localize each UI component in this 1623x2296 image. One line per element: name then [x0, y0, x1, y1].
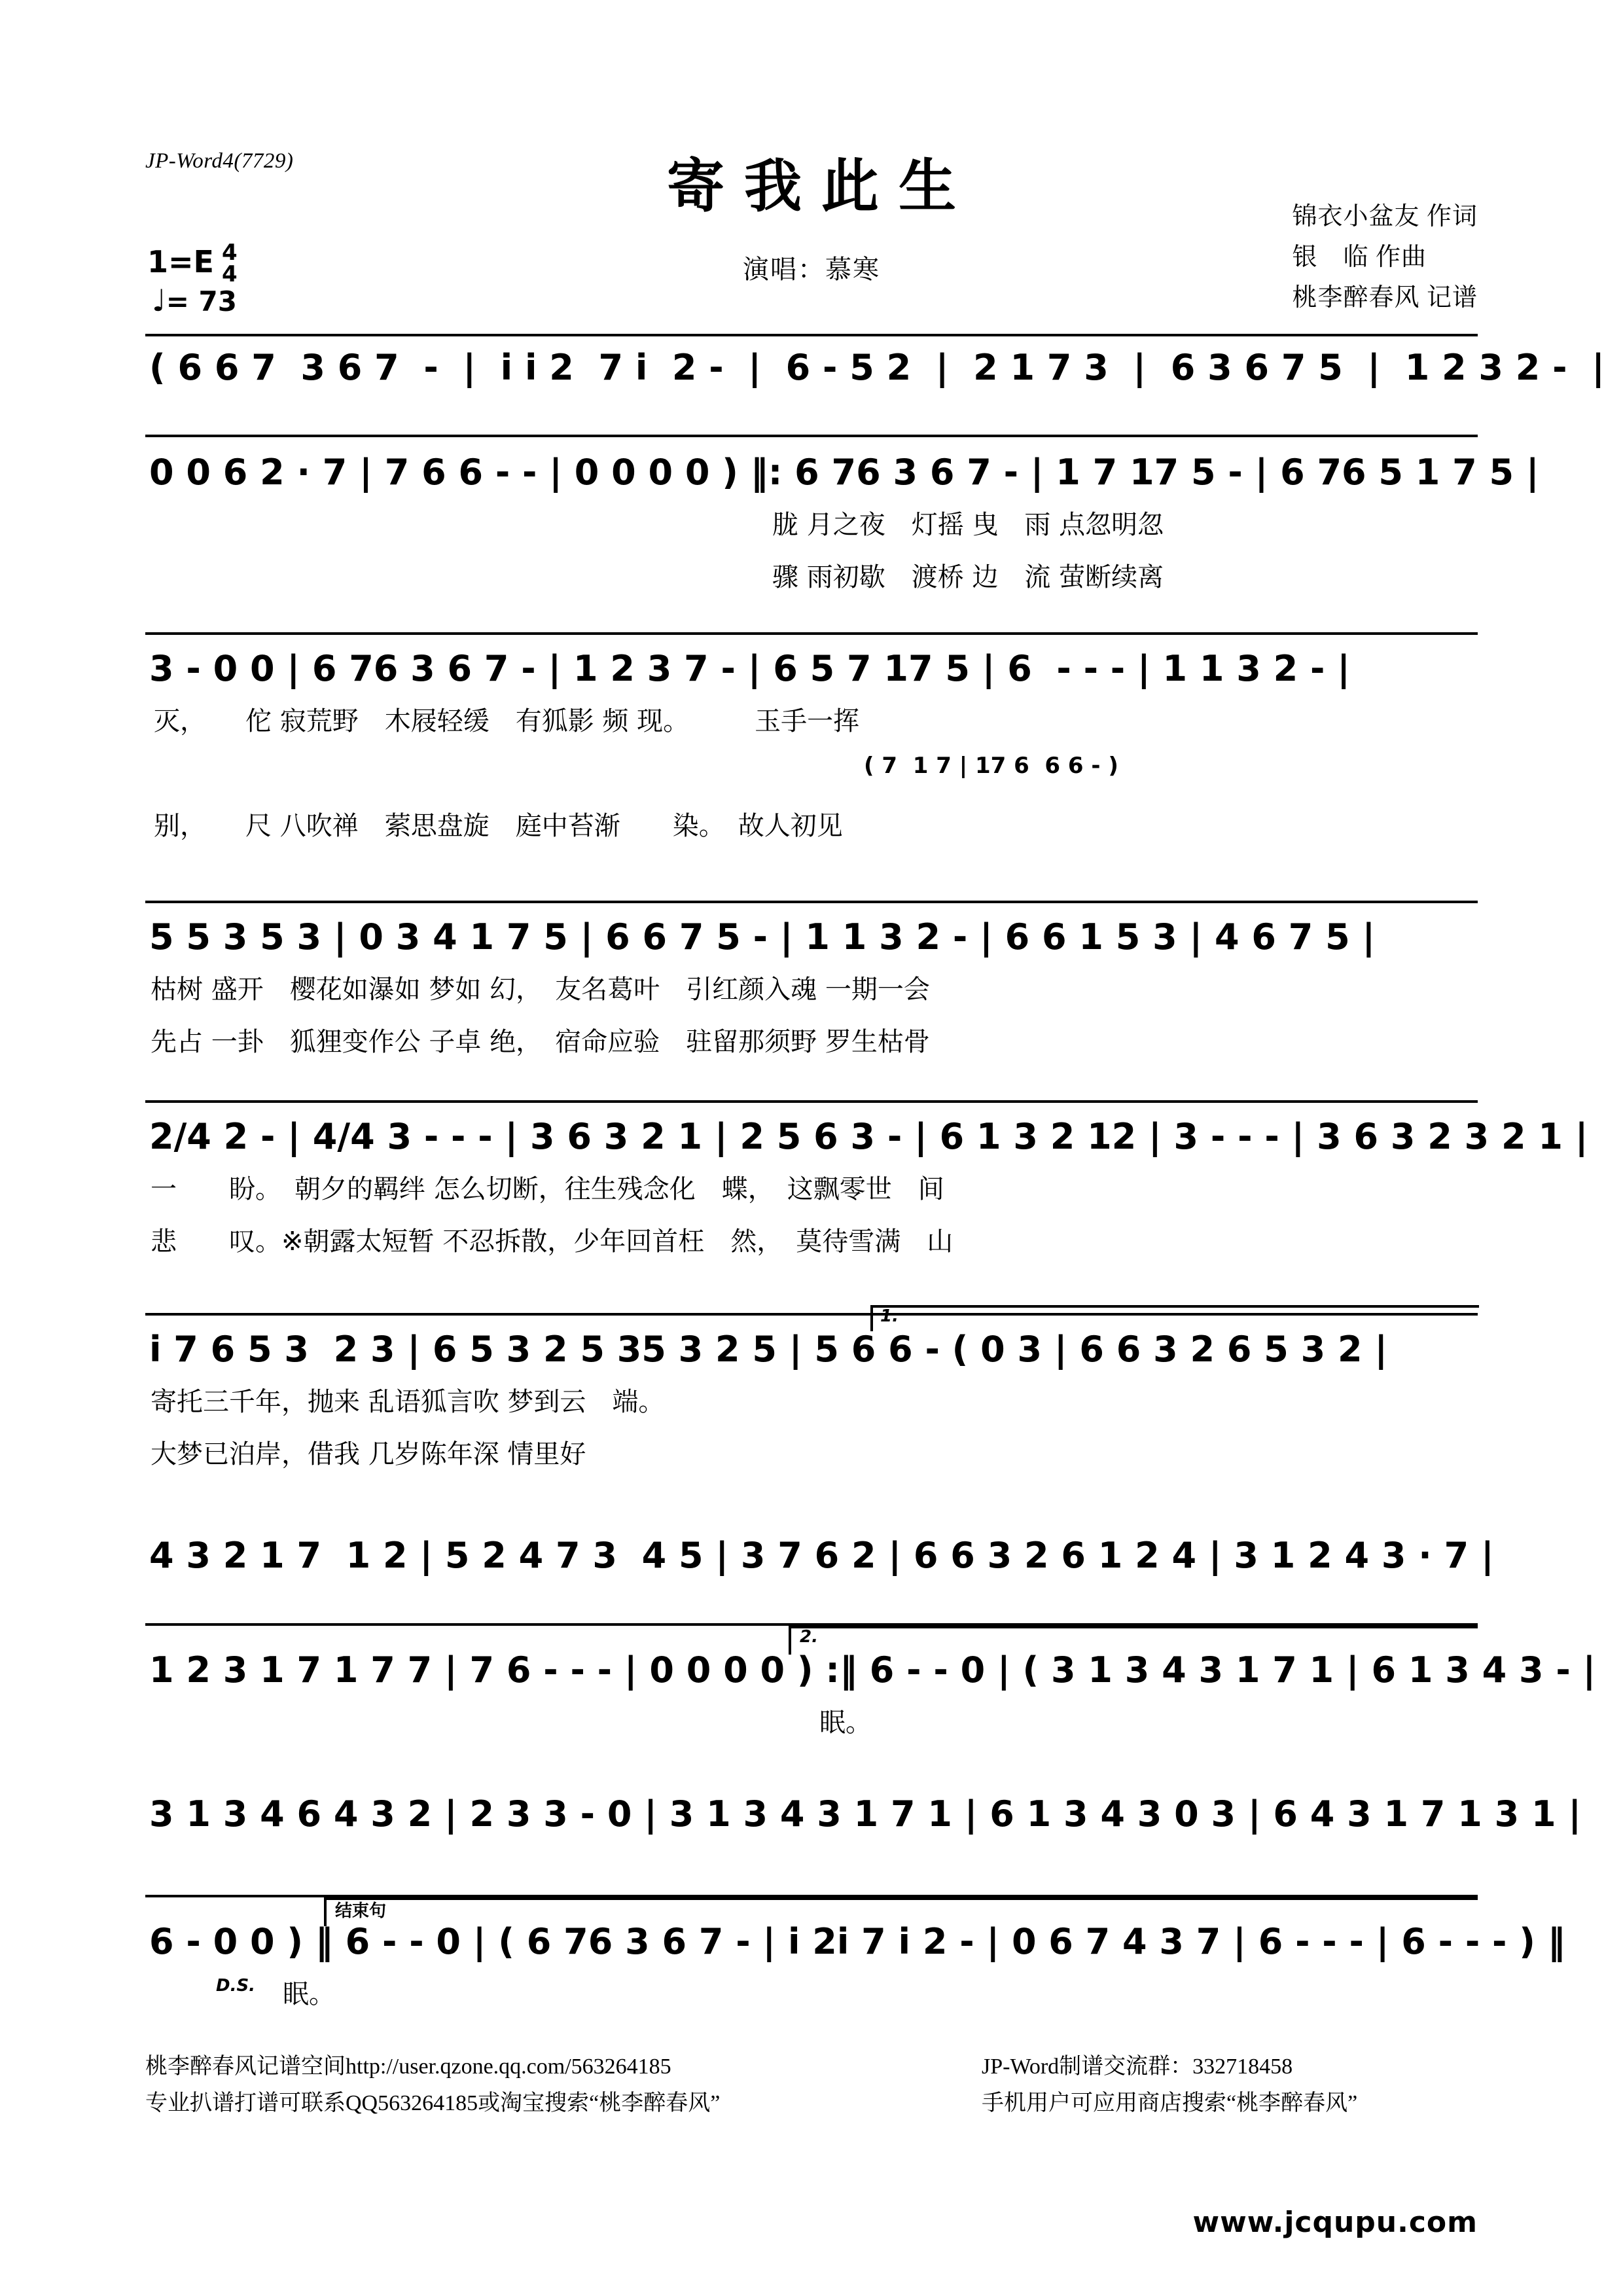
footer-left-line-1: 桃李醉春风记谱空间http://user.qzone.qq.com/563264185: [145, 2054, 671, 2079]
tempo-marking: [152, 283, 237, 318]
system-6-lyric-1: 寄托三千年，抛来 乱语狐言吹 梦到云 端。: [151, 1387, 665, 1417]
page-title: 寄我此生: [666, 152, 976, 220]
system-4-notes: 5 5 3 5 3 | 0 3 4 1 7 5 | 6 6 7 5 - | 1 1 3 2 - | 6 6 1 5 3 | 4 6 7 5 |: [149, 916, 1376, 958]
system-2-notes: 0 0 6 2 · 7 | 7 6 6 - - | 0 0 0 0 ) ‖: 6 76 3 6 7 - | 1 7 17 5 - | 6 76 5 1 7 5 |: [149, 452, 1539, 493]
system-10-notes: 6 - 0 0 ) ‖ 6 - - 0 | ( 6 76 3 6 7 - | i 2i 7 i 2 - | 0 6 7 4 3 7 | 6 - - - | 6 - - - ) ‖: [149, 1921, 1565, 1962]
system-2-lyric-2: 骤 雨初歇 渡桥 边 流 萤断续离: [772, 562, 1164, 592]
system-7-notes: 4 3 2 1 7 1 2 | 5 2 4 7 3 4 5 | 3 7 6 2 | 6 6 3 2 6 1 2 4 | 3 1 2 4 3 · 7 |: [149, 1535, 1494, 1576]
footer-right-line-1: JP-Word制谱交流群：332718458: [982, 2054, 1293, 2079]
system-8-lyric-1: 眠。: [819, 1708, 872, 1738]
credit-transcriber: 桃李醉春风 记谱: [1292, 284, 1478, 312]
quarter-note-icon: ♩: [152, 283, 166, 318]
system-5-lyric-2: 悲 叹。※朝露太短暂 不忍拆散，少年回首枉 然， 莫待雪满 山: [151, 1227, 954, 1257]
system-6-notes: i 7 6 5 3 2 3 | 6 5 3 2 5 35 3 2 5 | 5 6 6 - ( 0 3 | 6 6 3 2 6 5 3 2 |: [149, 1329, 1388, 1370]
system-3-top-rule: [145, 632, 1478, 635]
system-3-lyric-2: 别， 尺 八吹禅 萦思盘旋 庭中苔渐 染。 故人初见: [154, 811, 843, 841]
system-4-top-rule: [145, 901, 1478, 903]
system-10-lyric-1: 眠。: [283, 1979, 335, 2009]
volta-1-hook: [870, 1305, 873, 1331]
website-watermark: www.jcqupu.com: [1192, 2206, 1478, 2239]
system-6-top-rule: [145, 1313, 1478, 1316]
tempo-value: = 73: [166, 285, 237, 317]
corner-tag: JP-Word4(7729): [145, 149, 294, 173]
volta-1-bracket: [870, 1305, 1479, 1308]
credit-lyricist: 锦衣小盆友 作词: [1292, 203, 1478, 230]
system-3-interlude: ( 7 1 7 | 17 6 6 6 - ): [864, 753, 1118, 779]
coda-label: 结束句: [335, 1901, 387, 1921]
system-9-notes: 3 1 3 4 6 4 3 2 | 2 3 3 - 0 | 3 1 3 4 3 1 7 1 | 6 1 3 4 3 0 3 | 6 4 3 1 7 1 3 1 |: [149, 1793, 1582, 1835]
footer-right-line-2: 手机用户可应用商店搜索“桃李醉春风”: [982, 2091, 1358, 2115]
time-signature-bottom: 4: [221, 261, 238, 287]
system-3-lyric-1: 灭， 佗 寂荒野 木屐轻缓 有狐影 频 现。 玉手一挥: [154, 706, 860, 736]
system-4-lyric-1: 枯树 盛开 樱花如瀑如 梦如 幻， 友名葛叶 引红颜入魂 一期一会: [151, 975, 930, 1005]
volta-2-bracket: [789, 1626, 1478, 1628]
time-signature-top: 4: [221, 240, 238, 266]
coda-bracket: [324, 1897, 1478, 1900]
system-3-notes: 3 - 0 0 | 6 76 3 6 7 - | 1 2 3 7 - | 6 5 7 17 5 | 6 - - - | 1 1 3 2 - |: [149, 648, 1350, 689]
system-5-lyric-1: 一 盼。 朝夕的羁绊 怎么切断，往生残念化 蝶， 这飘零世 间: [151, 1174, 944, 1204]
system-5-top-rule: [145, 1100, 1478, 1103]
ds-label: D.S.: [216, 1976, 256, 1996]
key-label: 1=E: [147, 244, 214, 280]
footer-right: [982, 2049, 1357, 2122]
system-8-notes: 1 2 3 1 7 1 7 7 | 7 6 - - - | 0 0 0 0 ) :‖ 6 - - 0 | ( 3 1 3 4 3 1 7 1 | 6 1 3 4 3 - |: [149, 1649, 1596, 1691]
system-2-lyric-1: 胧 月之夜 灯摇 曳 雨 点忽明忽: [772, 510, 1164, 540]
singer-line: 演唱：慕寒: [743, 255, 880, 284]
time-signature: [222, 242, 238, 285]
system-4-lyric-2: 先占 一卦 狐狸变作公 子卓 绝， 宿命应验 驻留那须野 罗生枯骨: [151, 1027, 930, 1057]
credit-composer: 银 临 作曲: [1292, 243, 1427, 271]
footer-left-line-2: 专业扒谱打谱可联系QQ563264185或淘宝搜索“桃李醉春风”: [145, 2091, 721, 2115]
system-1-top-rule: [145, 334, 1478, 336]
footer-left: [145, 2049, 720, 2122]
system-5-notes: 2/4 2 - | 4/4 3 - - - | 3 6 3 2 1 | 2 5 6 3 - | 6 1 3 2 12 | 3 - - - | 3 6 3 2 3 2 1 |: [149, 1116, 1588, 1157]
system-2-top-rule: [145, 435, 1478, 437]
volta-1-label: 1.: [880, 1306, 899, 1326]
key-signature: [147, 240, 238, 287]
credits: [1292, 196, 1478, 318]
volta-2-label: 2.: [800, 1627, 818, 1647]
system-1-notes: ( 6 6 7 3 6 7 - | i i 2 7 i 2 - | 6 - 5 2 | 2 1 7 3 | 6 3 6 7 5 | 1 2 3 2 - |: [149, 347, 1605, 388]
system-6-lyric-2: 大梦已泊岸，借我 几岁陈年深 情里好: [151, 1439, 586, 1469]
